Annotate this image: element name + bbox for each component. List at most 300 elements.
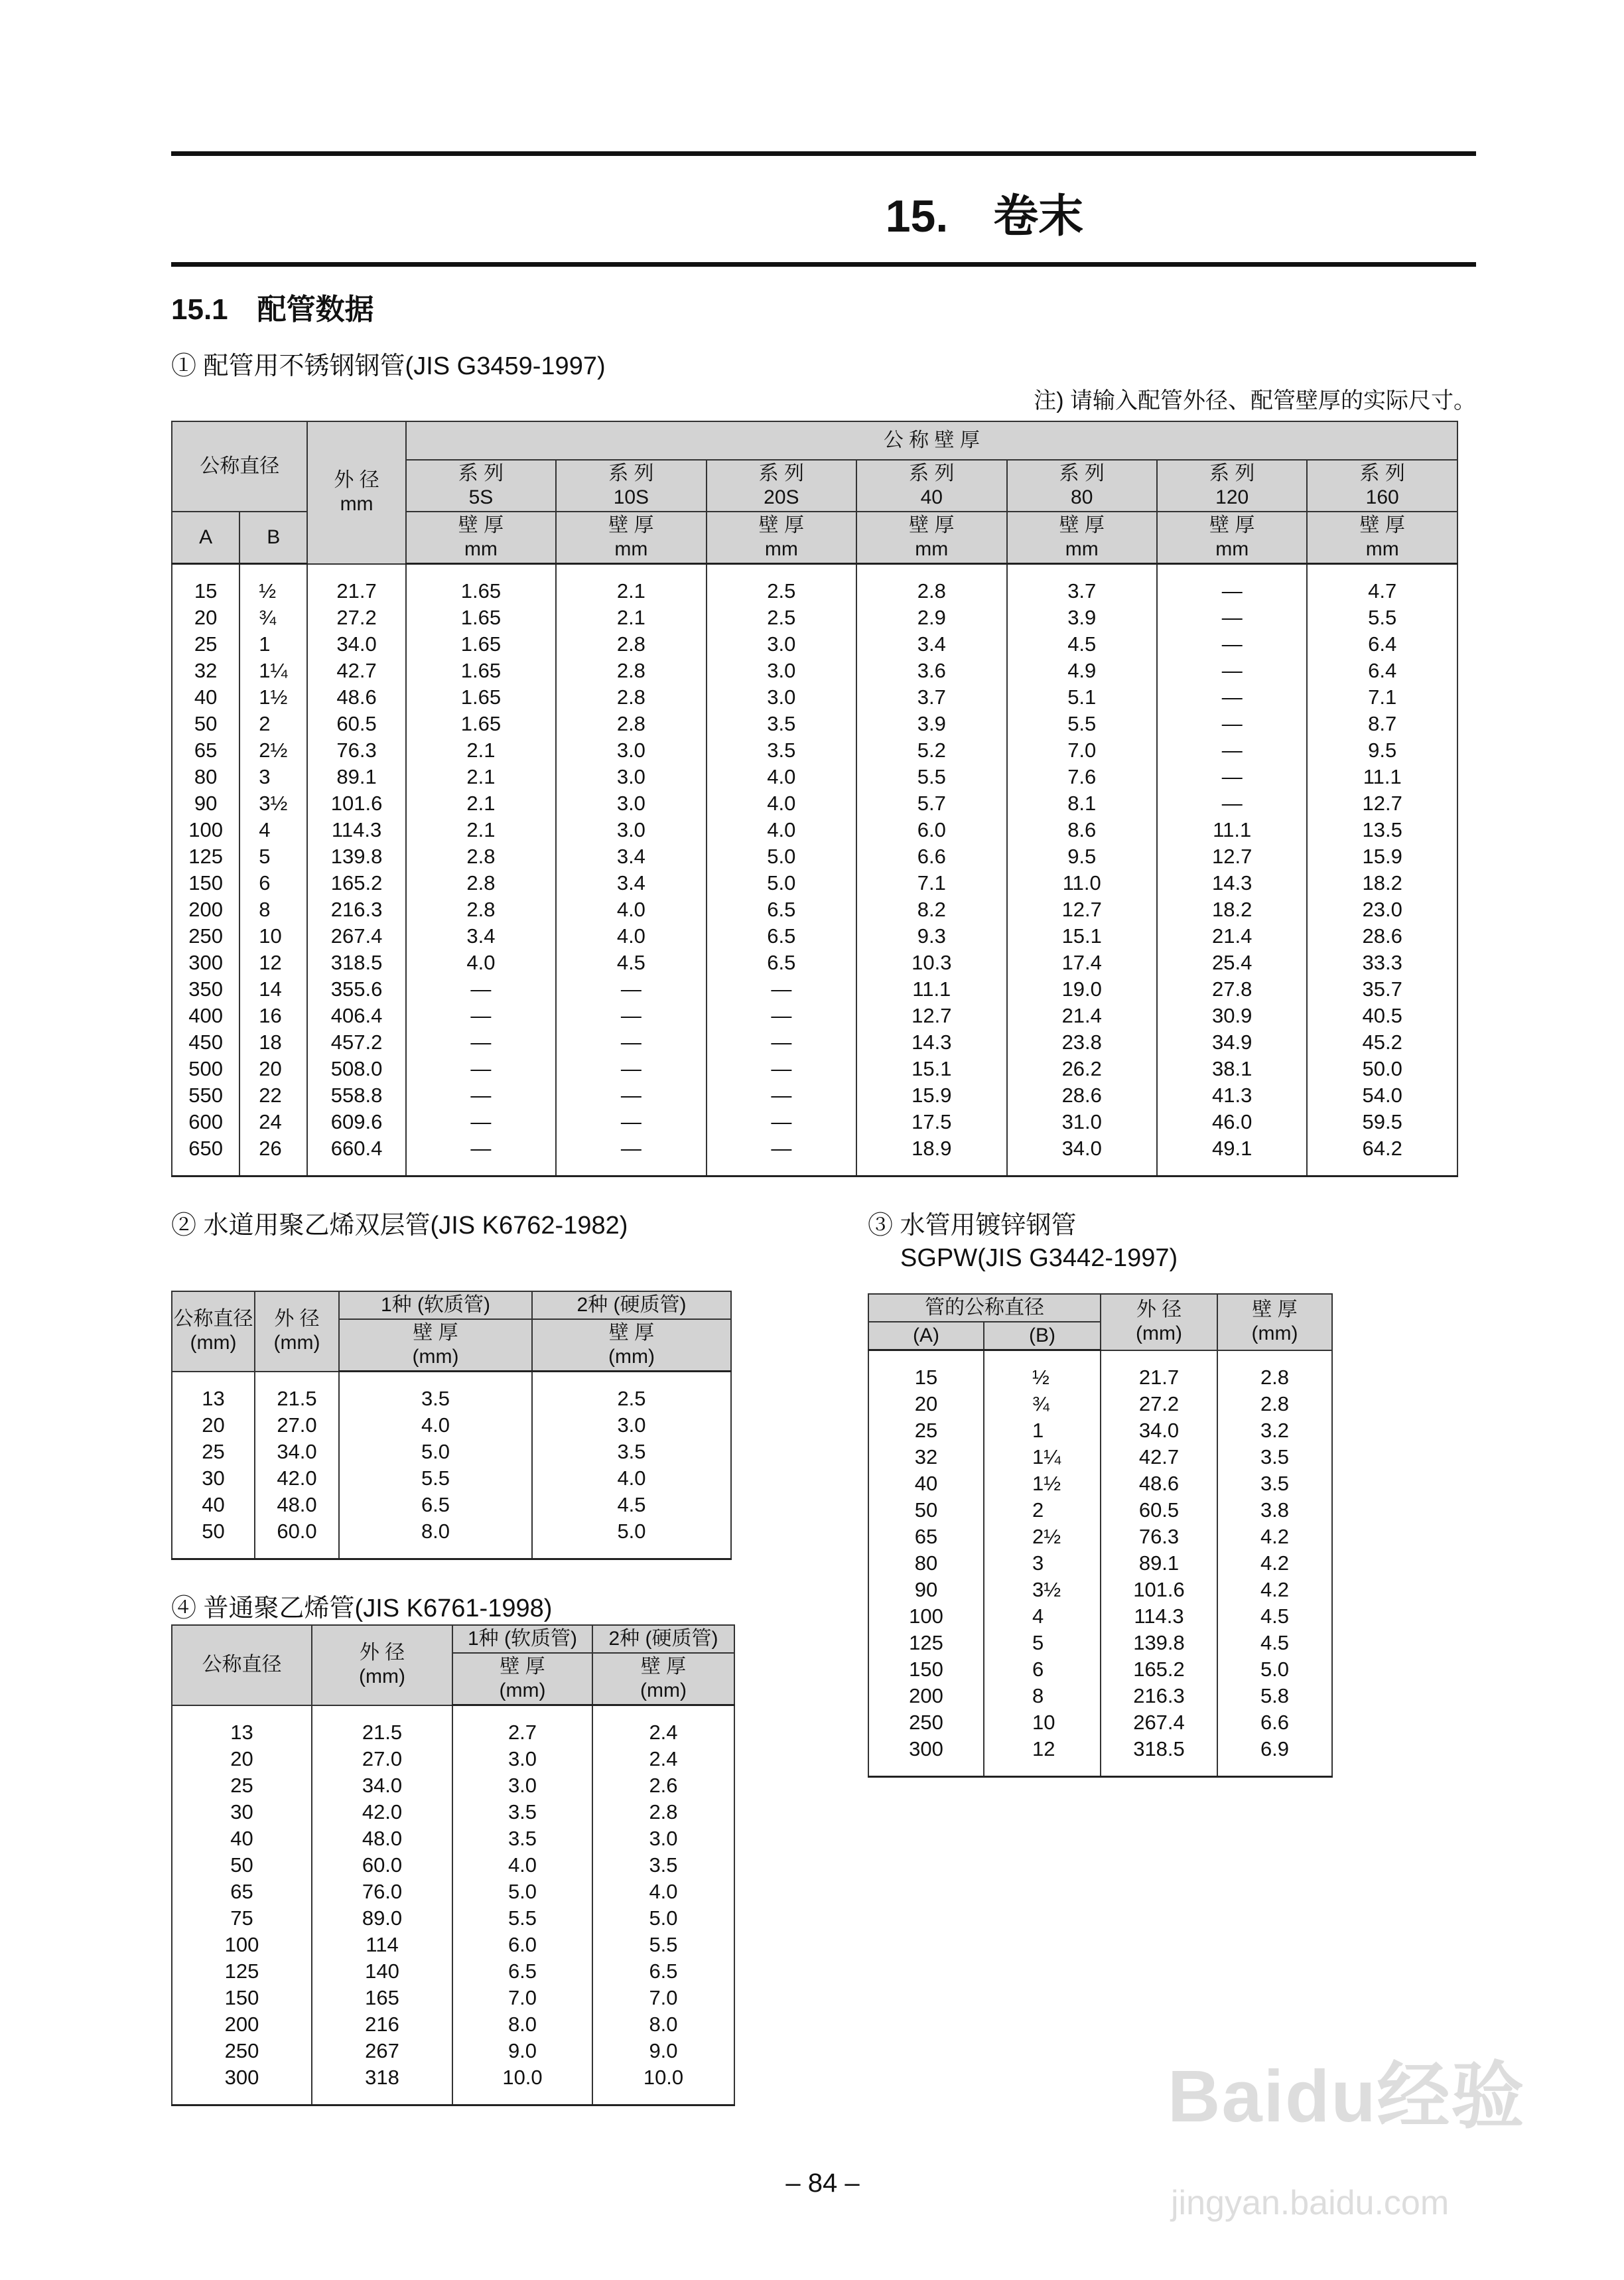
table-cell: 27.0: [255, 1412, 339, 1439]
table-cell: —: [556, 1109, 706, 1135]
table-cell: 6.0: [856, 817, 1006, 843]
table-cell: 5.0: [707, 843, 856, 870]
table-cell: —: [406, 1135, 556, 1162]
table-cell: 150: [172, 1985, 312, 2011]
table-cell: 6.6: [856, 843, 1006, 870]
table-cell: 318.5: [1101, 1736, 1217, 1762]
table-cell: —: [1157, 737, 1307, 764]
table-cell: 21.5: [312, 1719, 452, 1746]
table-cell: 15: [172, 578, 239, 605]
table-row: [172, 896, 1457, 923]
table-cell: 13: [172, 1719, 312, 1746]
table-cell: 216: [312, 2011, 452, 2038]
header-series: 系 列 80: [1007, 460, 1157, 512]
table-cell: 30.9: [1157, 1003, 1307, 1029]
table-cell: 114.3: [307, 817, 405, 843]
table-cell: 300: [172, 950, 239, 976]
table-cell: 3.7: [856, 684, 1006, 711]
table-cell: 3.2: [1217, 1417, 1332, 1444]
table-cell: 216.3: [307, 896, 405, 923]
table-cell: 15: [868, 1364, 984, 1391]
table-cell: 27.0: [312, 1746, 452, 1772]
table-cell: 1¼: [984, 1444, 1101, 1470]
table-cell: 5: [239, 843, 307, 870]
top-rule: [171, 151, 1476, 156]
table-cell: 114: [312, 1932, 452, 1958]
table-cell: 650: [172, 1135, 239, 1162]
table-cell: 355.6: [307, 976, 405, 1003]
table-cell: 101.6: [1101, 1577, 1217, 1603]
table-cell: 25.4: [1157, 950, 1307, 976]
table3-caption: ③ 水管用镀锌钢管: [868, 1212, 1077, 1240]
table-cell: 32: [172, 658, 239, 684]
table-cell: 9.5: [1007, 843, 1157, 870]
table-cell: 3.9: [1007, 605, 1157, 631]
header-series: 系 列 10S: [556, 460, 706, 512]
table-cell: 2.9: [856, 605, 1006, 631]
table-cell: 20: [239, 1056, 307, 1082]
table-cell: 28.6: [1307, 923, 1457, 950]
table-cell: 15.1: [856, 1056, 1006, 1082]
table-cell: 5.5: [592, 1932, 734, 1958]
table-cell: 4.5: [532, 1492, 731, 1518]
table-cell: ¾: [984, 1391, 1101, 1417]
table-cell: 6.5: [592, 1958, 734, 1985]
table-cell: 13: [172, 1386, 255, 1412]
table-cell: 406.4: [307, 1003, 405, 1029]
table-cell: 89.0: [312, 1905, 452, 1932]
table-cell: 609.6: [307, 1109, 405, 1135]
table-cell: —: [406, 1056, 556, 1082]
table-row: [172, 1386, 731, 1412]
table-cell: 5.1: [1007, 684, 1157, 711]
header-a: A: [172, 512, 239, 564]
table-cell: ½: [984, 1364, 1101, 1391]
table-cell: 2.1: [406, 764, 556, 790]
table-row: [172, 950, 1457, 976]
table-cell: 3.9: [856, 711, 1006, 737]
table-cell: 65: [172, 737, 239, 764]
table-cell: 31.0: [1007, 1109, 1157, 1135]
table-cell: 1¼: [239, 658, 307, 684]
table-row: [172, 1799, 734, 1825]
table-row: [172, 1958, 734, 1985]
table-cell: 165.2: [1101, 1656, 1217, 1683]
table-cell: 50.0: [1307, 1056, 1457, 1082]
table-row: [172, 1746, 734, 1772]
table-cell: 150: [172, 870, 239, 896]
table1-caption: ① 配管用不锈钢钢管(JIS G3459-1997): [171, 352, 606, 380]
table-cell: 20: [172, 605, 239, 631]
table-cell: —: [707, 1135, 856, 1162]
table-cell: 50: [172, 1852, 312, 1879]
table-cell: 2.8: [1217, 1391, 1332, 1417]
table-row: [868, 1603, 1332, 1630]
table-cell: 20: [172, 1746, 312, 1772]
table-row: [172, 658, 1457, 684]
table-row: [172, 1932, 734, 1958]
table-cell: 7.0: [452, 1985, 592, 2011]
table-cell: 508.0: [307, 1056, 405, 1082]
table-row: [172, 2038, 734, 2064]
table-cell: 3.8: [1217, 1497, 1332, 1524]
table-cell: 2.1: [406, 817, 556, 843]
table-cell: 7.1: [1307, 684, 1457, 711]
table-cell: 5.0: [592, 1905, 734, 1932]
table-cell: 42.7: [307, 658, 405, 684]
table-row: [868, 1736, 1332, 1762]
table-cell: 21.5: [255, 1386, 339, 1412]
table-cell: 8.6: [1007, 817, 1157, 843]
table-cell: 3.5: [452, 1799, 592, 1825]
header-thickness: 壁 厚 (mm): [452, 1653, 592, 1705]
header-thickness: 壁 厚 mm: [406, 512, 556, 564]
table-cell: 6.5: [452, 1958, 592, 1985]
table-row: [868, 1577, 1332, 1603]
table-cell: 65: [868, 1524, 984, 1550]
table-cell: 13.5: [1307, 817, 1457, 843]
table-cell: 200: [172, 2011, 312, 2038]
table-cell: 3.4: [556, 870, 706, 896]
table-cell: 3.4: [556, 843, 706, 870]
table-cell: 18: [239, 1029, 307, 1056]
table-cell: 8: [984, 1683, 1101, 1709]
table-row: [868, 1709, 1332, 1736]
table-cell: 21.4: [1007, 1003, 1157, 1029]
table-cell: 21.4: [1157, 923, 1307, 950]
table-row: [172, 923, 1457, 950]
table-row: [868, 1630, 1332, 1656]
table-cell: 11.0: [1007, 870, 1157, 896]
table-cell: 1.65: [406, 578, 556, 605]
table-cell: 17.5: [856, 1109, 1006, 1135]
table-row: [868, 1497, 1332, 1524]
table-cell: 6: [239, 870, 307, 896]
table-cell: —: [556, 1056, 706, 1082]
table-cell: 60.0: [312, 1852, 452, 1879]
table-cell: 80: [868, 1550, 984, 1577]
table-cell: 6: [984, 1656, 1101, 1683]
table-cell: 7.1: [856, 870, 1006, 896]
table-cell: —: [707, 1056, 856, 1082]
table-row: [172, 1772, 734, 1799]
table-cell: 25: [868, 1417, 984, 1444]
table-cell: 76.3: [1101, 1524, 1217, 1550]
table-cell: 6.5: [707, 950, 856, 976]
table-cell: 139.8: [1101, 1630, 1217, 1656]
table-cell: 54.0: [1307, 1082, 1457, 1109]
table-cell: 4.0: [592, 1879, 734, 1905]
table-cell: 3.5: [1217, 1470, 1332, 1497]
table-cell: 2.8: [856, 578, 1006, 605]
table-cell: 40: [172, 684, 239, 711]
table-cell: 23.8: [1007, 1029, 1157, 1056]
table-row: [172, 605, 1457, 631]
table-cell: 5.5: [452, 1905, 592, 1932]
pe-pipe-table: [171, 1624, 735, 2106]
table-row: [172, 1439, 731, 1465]
table-cell: 15.1: [1007, 923, 1157, 950]
table-row: [172, 1003, 1457, 1029]
page-number: – 84 –: [785, 2169, 860, 2198]
table-cell: 139.8: [307, 843, 405, 870]
table-cell: 5.0: [1217, 1656, 1332, 1683]
galvanized-steel-pipe-table: [868, 1293, 1333, 1778]
table2-caption: ② 水道用聚乙烯双层管(JIS K6762-1982): [171, 1212, 628, 1240]
table-cell: 5.0: [532, 1518, 731, 1545]
table-row: [172, 1985, 734, 2011]
table-cell: 80: [172, 764, 239, 790]
table-cell: 2.4: [592, 1719, 734, 1746]
table-cell: 4.0: [532, 1465, 731, 1492]
table-row: [868, 1524, 1332, 1550]
table-cell: 457.2: [307, 1029, 405, 1056]
table-cell: 2.5: [532, 1386, 731, 1412]
header-series: 系 列 160: [1307, 460, 1457, 512]
table-cell: 16: [239, 1003, 307, 1029]
table-cell: 14: [239, 976, 307, 1003]
table-cell: 267.4: [307, 923, 405, 950]
table-cell: 7.6: [1007, 764, 1157, 790]
table-cell: 2.4: [592, 1746, 734, 1772]
table-cell: 150: [868, 1656, 984, 1683]
table-row: [172, 631, 1457, 658]
table-cell: 4.2: [1217, 1577, 1332, 1603]
table4-caption: ④ 普通聚乙烯管(JIS K6761-1998): [171, 1595, 553, 1622]
table-cell: 6.0: [452, 1932, 592, 1958]
table-cell: 7.0: [592, 1985, 734, 2011]
table-cell: 3.0: [556, 817, 706, 843]
header-b: B: [239, 512, 307, 564]
table-cell: 26.2: [1007, 1056, 1157, 1082]
table-cell: 2.8: [556, 711, 706, 737]
table-cell: 6.5: [339, 1492, 532, 1518]
table-cell: 65: [172, 1879, 312, 1905]
table-row: [868, 1683, 1332, 1709]
table-cell: 2: [984, 1497, 1101, 1524]
table-cell: 3.0: [707, 684, 856, 711]
table-row: [172, 711, 1457, 737]
table-cell: 60.5: [1101, 1497, 1217, 1524]
table-cell: 400: [172, 1003, 239, 1029]
header-series: 系 列 20S: [707, 460, 856, 512]
table-cell: 9.5: [1307, 737, 1457, 764]
header-type2: 2种 (硬质管): [592, 1625, 734, 1653]
table-cell: 33.3: [1307, 950, 1457, 976]
table-cell: 60.0: [255, 1518, 339, 1545]
table-cell: —: [707, 1109, 856, 1135]
table-cell: 3.4: [856, 631, 1006, 658]
table-cell: 550: [172, 1082, 239, 1109]
table-cell: 100: [868, 1603, 984, 1630]
header-outer-diameter: 外 径 (mm): [312, 1625, 452, 1705]
table-row: [172, 1518, 731, 1545]
table-cell: 11.1: [1307, 764, 1457, 790]
table-cell: 4.2: [1217, 1550, 1332, 1577]
header-nominal-diameter: 公称直径: [172, 421, 307, 512]
table-row: [172, 870, 1457, 896]
table-row: [172, 1056, 1457, 1082]
table-cell: ½: [239, 578, 307, 605]
table-cell: 1½: [984, 1470, 1101, 1497]
table-cell: 90: [868, 1577, 984, 1603]
table-cell: 165: [312, 1985, 452, 2011]
table-cell: 2.8: [556, 658, 706, 684]
table-cell: —: [406, 1003, 556, 1029]
chapter-title: 15. 卷末: [885, 191, 1084, 242]
table-row: [172, 1135, 1457, 1162]
table-cell: —: [406, 976, 556, 1003]
table-cell: 2.8: [406, 843, 556, 870]
table-cell: 12.7: [1007, 896, 1157, 923]
table-cell: 17.4: [1007, 950, 1157, 976]
table-cell: 4.5: [1007, 631, 1157, 658]
table-cell: 8.0: [339, 1518, 532, 1545]
table-cell: 101.6: [307, 790, 405, 817]
table-cell: 3.5: [707, 737, 856, 764]
table-row: [172, 1825, 734, 1852]
table-cell: 27.2: [307, 605, 405, 631]
table-row: [172, 1029, 1457, 1056]
table-cell: 5.5: [339, 1465, 532, 1492]
table-cell: 5: [984, 1630, 1101, 1656]
header-outer-diameter: 外 径 mm: [307, 421, 405, 564]
table-cell: 89.1: [307, 764, 405, 790]
table-cell: 125: [172, 843, 239, 870]
table-cell: 165.2: [307, 870, 405, 896]
table-cell: —: [1157, 631, 1307, 658]
header-a: (A): [868, 1322, 984, 1350]
table-cell: 10: [984, 1709, 1101, 1736]
header-thickness: 壁 厚 mm: [1307, 512, 1457, 564]
table-cell: —: [556, 1029, 706, 1056]
table-cell: —: [707, 976, 856, 1003]
table-cell: 32: [868, 1444, 984, 1470]
table-cell: 216.3: [1101, 1683, 1217, 1709]
table-cell: 10.0: [592, 2064, 734, 2091]
table-cell: 42.0: [312, 1799, 452, 1825]
table-cell: 450: [172, 1029, 239, 1056]
table-cell: 600: [172, 1109, 239, 1135]
table-cell: 30: [172, 1465, 255, 1492]
table-cell: —: [1157, 790, 1307, 817]
table-cell: 125: [172, 1958, 312, 1985]
table-cell: 28.6: [1007, 1082, 1157, 1109]
table-cell: 22: [239, 1082, 307, 1109]
header-thickness: 壁 厚 mm: [707, 512, 856, 564]
stainless-pipe-table: [171, 421, 1458, 1177]
table1-note: 注) 请输入配管外径、配管壁厚的实际尺寸。: [1034, 388, 1476, 413]
table-cell: —: [406, 1082, 556, 1109]
table-cell: 2: [239, 711, 307, 737]
table-cell: —: [1157, 658, 1307, 684]
table-row: [868, 1444, 1332, 1470]
table-cell: 5.5: [1307, 605, 1457, 631]
table-cell: 23.0: [1307, 896, 1457, 923]
table-cell: 12.7: [1307, 790, 1457, 817]
table-cell: 3.5: [532, 1439, 731, 1465]
table-cell: 140: [312, 1958, 452, 1985]
table-row: [172, 1879, 734, 1905]
table-cell: 250: [868, 1709, 984, 1736]
table-cell: 27.2: [1101, 1391, 1217, 1417]
table-row: [172, 1905, 734, 1932]
table-cell: 2.1: [406, 737, 556, 764]
table-cell: 4.0: [452, 1852, 592, 1879]
table-cell: 3: [984, 1550, 1101, 1577]
table-cell: 48.6: [307, 684, 405, 711]
table-cell: 41.3: [1157, 1082, 1307, 1109]
table-cell: 2.5: [707, 605, 856, 631]
table-cell: 75: [172, 1905, 312, 1932]
table-cell: 4.0: [556, 896, 706, 923]
table-cell: 2.8: [406, 896, 556, 923]
table-cell: 2.8: [556, 631, 706, 658]
header-thickness: 壁 厚 mm: [1157, 512, 1307, 564]
table-row: [172, 790, 1457, 817]
table-cell: 3.0: [532, 1412, 731, 1439]
table-cell: 4: [239, 817, 307, 843]
table-cell: 38.1: [1157, 1056, 1307, 1082]
table-cell: 3.7: [1007, 578, 1157, 605]
table-cell: 8.7: [1307, 711, 1457, 737]
table-row: [172, 1109, 1457, 1135]
table-cell: ¾: [239, 605, 307, 631]
table-cell: 20: [172, 1412, 255, 1439]
table-cell: 25: [172, 1772, 312, 1799]
table-cell: 5.0: [339, 1439, 532, 1465]
table-cell: 3: [239, 764, 307, 790]
table-cell: 3.5: [339, 1386, 532, 1412]
table-cell: 3.0: [556, 764, 706, 790]
table-cell: 2.1: [406, 790, 556, 817]
table-cell: 3½: [239, 790, 307, 817]
header-thickness: 壁 厚 mm: [1007, 512, 1157, 564]
table-cell: 24: [239, 1109, 307, 1135]
table-cell: 1½: [239, 684, 307, 711]
table-row: [172, 1852, 734, 1879]
table-row: [172, 1082, 1457, 1109]
table-cell: 18.9: [856, 1135, 1006, 1162]
header-thickness: 壁 厚 (mm): [532, 1319, 731, 1372]
table-cell: 34.0: [1101, 1417, 1217, 1444]
table-cell: 300: [172, 2064, 312, 2091]
table-cell: —: [1157, 764, 1307, 790]
table-cell: 318: [312, 2064, 452, 2091]
table-row: [868, 1391, 1332, 1417]
header-thickness: 壁 厚 mm: [556, 512, 706, 564]
table-cell: 1.65: [406, 684, 556, 711]
table-cell: 3.5: [707, 711, 856, 737]
table-cell: 34.0: [307, 631, 405, 658]
table-cell: 50: [172, 711, 239, 737]
header-outer-diameter: 外 径 (mm): [1101, 1294, 1217, 1350]
table-cell: 3.0: [707, 631, 856, 658]
table-cell: —: [1157, 605, 1307, 631]
table-cell: 10.0: [452, 2064, 592, 2091]
table-cell: 11.1: [856, 976, 1006, 1003]
table-cell: 19.0: [1007, 976, 1157, 1003]
table-cell: —: [556, 1135, 706, 1162]
table-cell: 50: [172, 1518, 255, 1545]
table-row: [172, 976, 1457, 1003]
table-cell: 5.8: [1217, 1683, 1332, 1709]
table-row: [172, 2011, 734, 2038]
table-cell: 100: [172, 1932, 312, 1958]
table-cell: 500: [172, 1056, 239, 1082]
table-cell: —: [1157, 684, 1307, 711]
header-type1: 1种 (软质管): [339, 1291, 532, 1319]
